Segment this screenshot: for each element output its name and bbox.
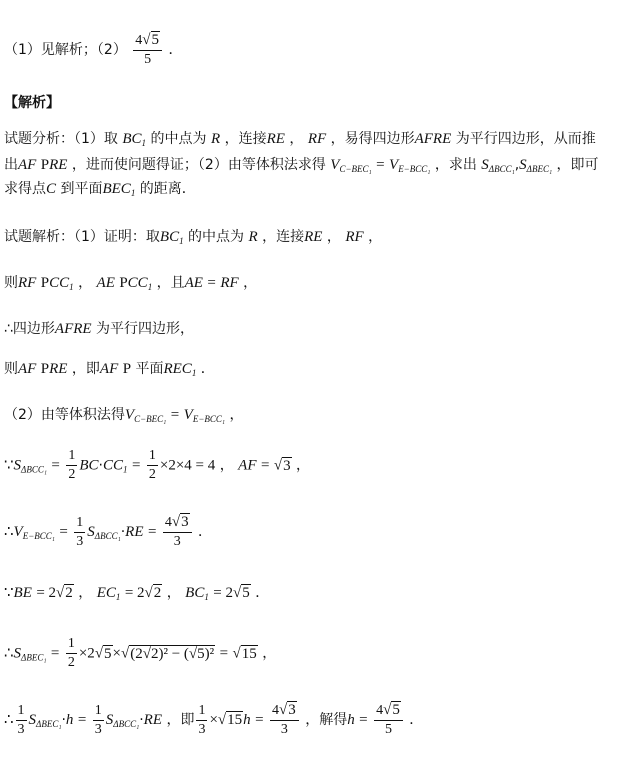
analysis-line-2: 出AF PRE ，进而使问题得证；（2）由等体积法求得 $V_{C-BEC_1} = V_{E-BCC_1}$ ，求出 $S_{\Delta BCC_1},S_{\Delta BEC_1}$ ，即可	[4, 157, 599, 174]
solution-step-1: 则RF $PCC_1$ ， AE $PCC_1$ ，且AE = RF ，	[4, 275, 258, 292]
solution-eq-volume: $\therefore V_{E-BCC_1}$ = $\frac{1}{3}$ $S_{\Delta BCC_1}\cdot RE$ = $\frac{4√3}{3}$ ．	[4, 514, 213, 549]
solution-intro: 试题解析：（1）证明：取$BC_1$ 的中点为 R ，连接RE ， RF ，	[4, 229, 383, 246]
answer-part2: （2）	[96, 42, 127, 58]
solution-step-2: ∴四边形AFRE 为平行四边形，	[4, 321, 195, 337]
solution-step-3: 则AF PRE ，即AF P 平面$REC_1$ ．	[4, 361, 215, 378]
solution-eq-final: ∴ $\frac{1}{3}$ $S_{\Delta BEC_1}\cdot h$ = $\frac{1}{3}$ $S_{\Delta BCC_1}\cdot RE$ ，即 $\frac{1}{3}$ ×√15h = $\frac{4√3}{3}$ ，解得h = $\frac{4√5}{5}$ ．	[4, 702, 424, 737]
solution-eq-area2: $\therefore S_{\Delta BEC_1}$ = $\frac{1}{2}$ ×2√5×√(2√2)² − (√5)² = √15 ，	[4, 636, 277, 670]
answer-part1: （1）见解析；	[4, 42, 97, 58]
solution-eq-area: $\because S_{\Delta BCC_1}$ = $\frac{1}{2}$ $BC\cdot CC_1$ = $\frac{1}{2}$ ×2×4 = 4 ， AF = √3 ，	[4, 448, 311, 482]
analysis-line-1: 试题分析：（1）取 $BC_1$ 的中点为 R ，连接RE ， RF ，易得四边形AFRE 为平行四边形，从而推	[4, 131, 596, 148]
analysis-line-3: 求得点C 到平面$BEC_1$ 的距离．	[4, 181, 196, 198]
answer-line	[4, 32, 630, 68]
answer-end: ．	[168, 42, 183, 58]
answer-fraction: $\frac{4√5}{5}$	[133, 32, 162, 68]
section-heading: 【解析】	[4, 95, 60, 111]
solution-step-4: （2）由等体积法得$V_{C-BEC_1} = V_{E-BCC_1}$ ，	[4, 407, 244, 424]
solution-eq-lengths: ∵BE = 2√2 ， $EC_1 = 2√2$ ， $BC_1 = 2√5$ ．	[4, 585, 270, 602]
